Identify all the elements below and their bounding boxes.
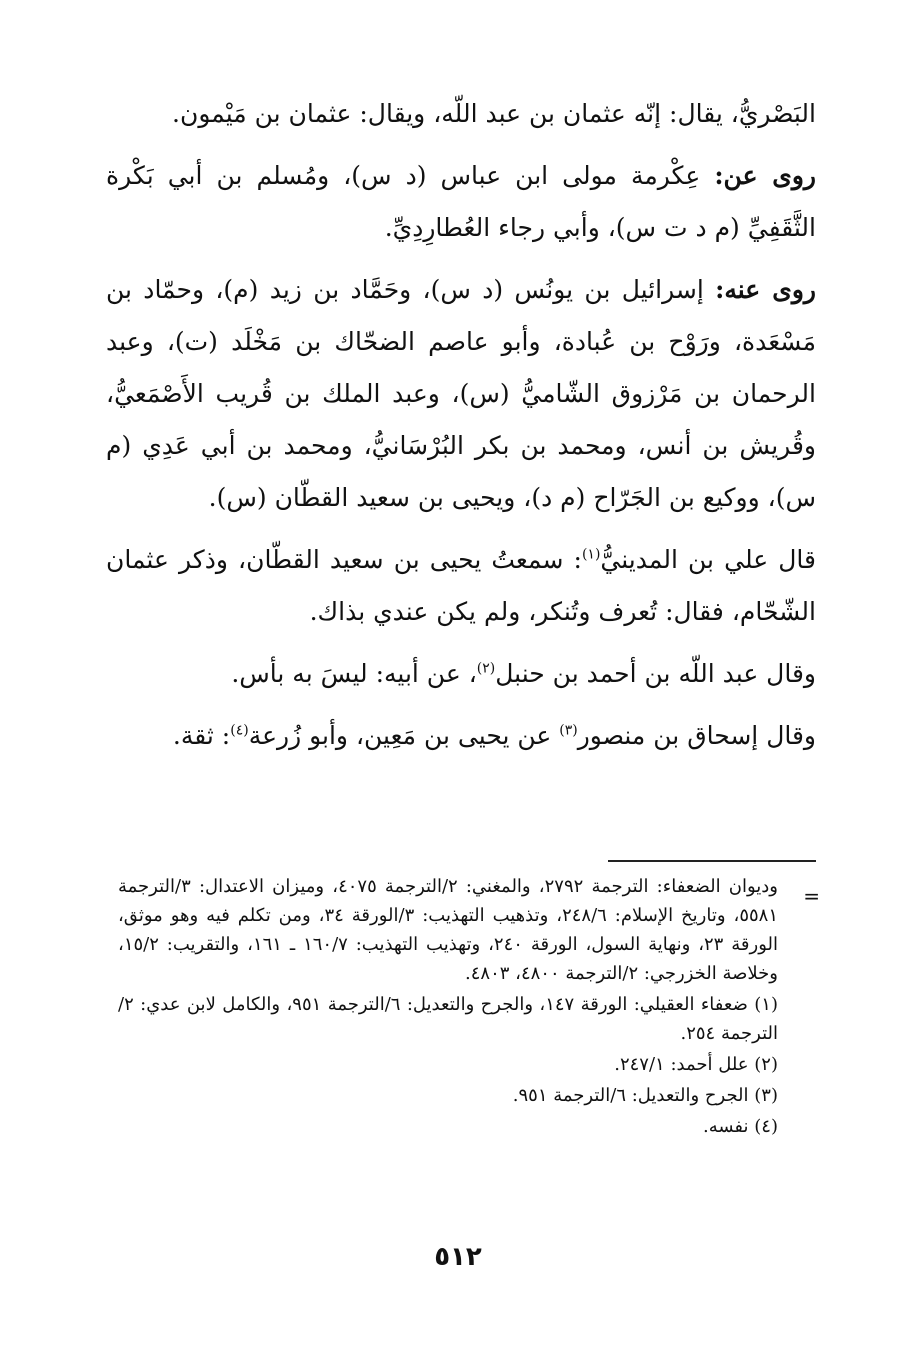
- paragraph-text: قال علي بن المدينيُّ: [600, 545, 816, 574]
- footnote-ref: (٣): [559, 722, 578, 739]
- paragraph-ishaq: [106, 710, 816, 762]
- footnote-ref: (٤): [230, 722, 249, 739]
- main-text: [106, 88, 816, 772]
- footnote-3: (٣) الجرح والتعديل: ٦/الترجمة ٩٥١.: [512, 1085, 778, 1106]
- footnote-continued: وديوان الضعفاء: الترجمة ٢٧٩٢، والمغني: ٢/الترجمة ٤٠٧٥، وميزان الاعتدال: ٣/الترجمة ٥٥٨١، وتاريخ الإسلام: ٢٤٨/٦، وتذهيب التهذيب: ٣/الورقة ٣٤، ومن تكلم فيه وهو موثق، الورقة ٢٣، ونهاية السول، الورقة ٢٤٠، وتهذيب التهذيب: ١٦٠/٧ ـ ١٦١، والتقريب: ١٥/٢، وخلاصة الخزرجي: ٢/الترجمة ٤٨٠٠، ٤٨٠٣.: [118, 876, 779, 984]
- paragraph-text: وقال إسحاق بن منصور: [577, 721, 816, 750]
- paragraph-narrators: [106, 264, 816, 524]
- footnote-separator: [608, 860, 816, 862]
- paragraph-text: البَصْريُّ، يقال: إنّه عثمان بن عبد اللّه، ويقال: عثمان بن مَيْمون.: [172, 99, 816, 128]
- footnote-continuation-mark: =: [803, 884, 820, 908]
- page-number: ٥١٢: [434, 1242, 482, 1272]
- footnote-1: (١) ضعفاء العقيلي: الورقة ١٤٧، والجرح والتعديل: ٦/الترجمة ٩٥١، والكامل لابن عدي: ٢/الترجمة ٢٥٤.: [118, 994, 778, 1044]
- paragraph-text: عِكْرمة مولى ابن عباس (د س)، ومُسلم بن أبي بَكْرة الثَّقَفِيِّ (م د ت س)، وأبي رجاء العُطارِدِيِّ.: [106, 161, 816, 242]
- paragraph-heading: روى عنه:: [715, 275, 817, 304]
- footnotes: [118, 872, 778, 1143]
- footnote-4: (٤) نفسه.: [703, 1116, 778, 1137]
- paragraph-text: ، عن أبيه: ليسَ به بأس.: [231, 659, 477, 688]
- paragraph-nisba: [106, 88, 816, 140]
- paragraph-ibn-madini: [106, 534, 816, 638]
- paragraph-ibn-hanbal: [106, 648, 816, 700]
- paragraph-narrated-from: [106, 150, 816, 254]
- footnote-2: (٢) علل أحمد: ٢٤٧/١.: [614, 1054, 778, 1075]
- footnote-ref: (٢): [476, 660, 496, 677]
- paragraph-text: إسرائيل بن يونُس (د س)، وحَمَّاد بن زيد (م)، وحمّاد بن مَسْعَدة، ورَوْح بن عُبادة، وأبو عاصم الضحّاك بن مَخْلَد (ت)، وعبد الرحمان بن مَرْزوق الشّاميُّ (س)، وعبد الملك بن قُريب الأَصْمَعيُّ، وقُريش بن أنس، ومحمد بن بكر البُرْسَانيُّ، ومحمد بن أبي عَدِي (م س)، ووكيع بن الجَرّاح (م د)، ويحيى بن سعيد القطّان (س).: [106, 275, 816, 512]
- paragraph-text: : ثقة.: [172, 721, 231, 750]
- paragraph-heading: روى عن:: [714, 161, 816, 190]
- paragraph-text: عن يحيى بن مَعِين، وأبو زُرعة: [248, 721, 560, 750]
- paragraph-text: : سمعتُ يحيى بن سعيد القطّان، وذكر عثمان الشّحّام، فقال: تُعرف وتُنكر، ولم يكن عندي بذاك.: [106, 545, 816, 626]
- paragraph-text: وقال عبد اللّه بن أحمد بن حنبل: [495, 659, 816, 688]
- footnote-ref: (١): [581, 546, 601, 563]
